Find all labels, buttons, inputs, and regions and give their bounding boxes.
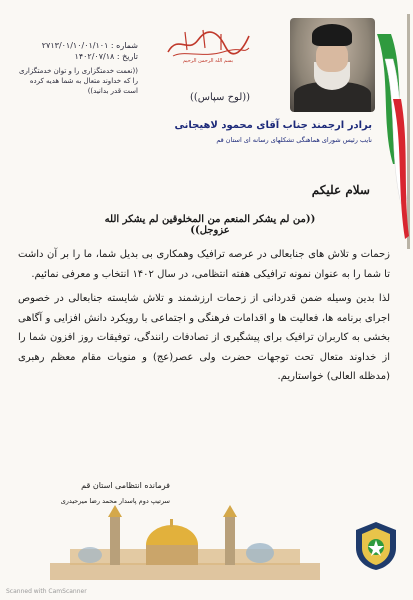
- leader-portrait: [290, 18, 375, 112]
- shrine-illustration: [50, 505, 320, 580]
- document-number: شماره : ۲۷۱۳/۰۱/۱۰/۰۱/۱۰۱: [41, 41, 138, 50]
- hadith-verse: ((من لم یشکر المنعم من المخلوقین لم یشکر الله عزوجل)): [104, 214, 316, 236]
- document-meta: [18, 40, 138, 96]
- scanner-watermark: Scanned with CamScanner: [6, 588, 87, 595]
- body-paragraph-2: لذا بدین وسیله ضمن قدردانی از زحمات ارزشمند و تلاش شایسته جنابعالی در خصوص اجرای برنامه ها، فعالیت ها و اقدامات فرهنگی و اجتماعی با رویکرد دانش افزایی و آگاهی بخشی به کاربران ترافیک برای پیشگیری از تصادفات رانندگی، توفیقات روز افزون شما را از خداوند متعال تحت توجهات حضرت ولی عصر(عج) و منویات مقام معظم رهبری (مدظله العالی) خواستاریم.: [18, 293, 390, 382]
- police-emblem: [350, 520, 402, 572]
- signature-block: [40, 480, 170, 506]
- recipient-position: نایب رئیس شورای هماهنگی تشکلهای رسانه ای استان قم: [216, 136, 372, 144]
- header-quote: ((نعمت خدمتگزاری را و توان خدمتگزاری را که خداوند متعال به شما هدیه کرده است قدر بدانید)): [19, 67, 138, 95]
- iran-flag-decoration: [371, 14, 413, 249]
- document-title: ((لوح سپاس)): [189, 92, 251, 103]
- basmala-calligraphy: [163, 24, 253, 64]
- signer-name: سرتیپ دوم پاسدار محمد رضا میرحیدری: [60, 497, 170, 505]
- body-paragraph-1: زحمات و تلاش های جنابعالی در عرصه ترافیک وهمکاری بی بدیل شما، ما را بر آن داشت تا شما را به عنوان نمونه ترافیکی هفته انتظامی، در سال ۱۴۰۲ انتخاب و معرفی نمائیم.: [18, 249, 390, 280]
- recipient-name: برادر ارجمند جناب آقای محمود لاهیجانی: [174, 120, 372, 131]
- letter-body: [18, 245, 390, 392]
- basmala-text: بسم الله الرحمن الرحیم: [182, 58, 234, 64]
- greeting: سلام علیکم: [311, 183, 370, 197]
- document-date: تاریخ : ۱۴۰۲/۰۷/۱۸: [74, 52, 138, 61]
- signer-title: فرمانده انتظامی استان قم: [81, 481, 170, 490]
